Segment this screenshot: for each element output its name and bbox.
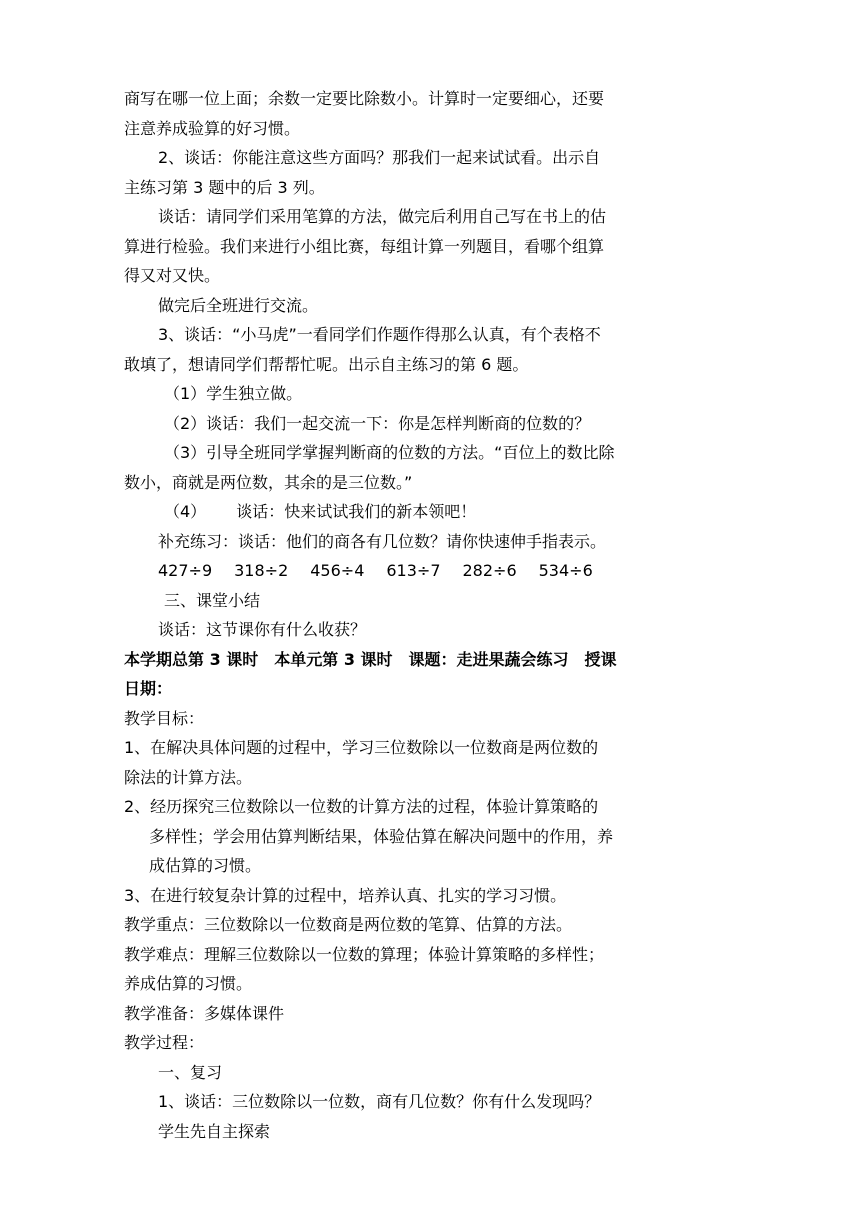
- text-line: 数小，商就是两位数，其余的是三位数。”: [124, 472, 413, 492]
- text-line: 2、谈话：你能注意这些方面吗？那我们一起来试试看。出示自: [158, 148, 601, 167]
- text-line: 3、谈话：“小马虎”一看同学们作题作得那么认真，有个表格不: [158, 325, 601, 344]
- text-line: 做完后全班进行交流。: [158, 295, 319, 315]
- text-line: 教学重点：三位数除以一位数商是两位数的笔算、估算的方法。: [124, 915, 573, 934]
- text-line: 商写在哪一位上面；余数一定要比除数小。计算时一定要细心，还要: [124, 89, 605, 108]
- text-line: 谈话：这节课你有什么收获？: [158, 620, 367, 639]
- item-number: （4）: [164, 502, 207, 521]
- text-line: 补充练习：谈话：他们的商各有几位数？请你快速伸手指表示。: [158, 531, 607, 551]
- text-line: 教学目标：: [124, 708, 205, 728]
- text-line: 除法的计算方法。: [124, 767, 253, 787]
- text-line: 教学过程：: [124, 1033, 205, 1052]
- text-line: 2、经历探究三位数除以一位数的计算方法的过程，体验计算策略的: [124, 797, 599, 816]
- exercise-item: 456÷4: [310, 561, 365, 580]
- text-line: 教学准备：多媒体课件: [124, 1003, 285, 1023]
- document-body: [124, 84, 648, 1146]
- text-line: 多样性；学会用估算判断结果，体验估算在解决问题中的作用，养: [149, 826, 614, 846]
- exercise-row: [124, 556, 648, 586]
- text-line: 注意养成验算的好习惯。: [124, 118, 301, 138]
- text-line: 谈话：请同学们采用笔算的方法，做完后利用自己写在书上的估: [158, 207, 607, 226]
- text-line: 成估算的习惯。: [149, 856, 262, 875]
- exercise-item: 427÷9: [158, 561, 213, 580]
- text-line: 学生先自主探索: [158, 1121, 271, 1141]
- text-line: 主练习第 3 题中的后 3 列。: [124, 177, 325, 197]
- text-line: 1、谈话：三位数除以一位数，商有几位数？你有什么发现吗？: [158, 1092, 601, 1111]
- exercise-item: 282÷6: [462, 561, 517, 580]
- text-line: 养成估算的习惯。: [124, 974, 253, 993]
- exercise-item: 318÷2: [234, 561, 289, 580]
- text-line: [124, 497, 648, 527]
- item-text: 谈话：快来试试我们的新本领吧！: [236, 502, 477, 521]
- section-heading: 一、复习: [158, 1062, 223, 1082]
- exercise-item: 613÷7: [386, 561, 441, 580]
- lesson-header: 日期：: [124, 679, 173, 698]
- section-heading: 三、课堂小结: [164, 590, 261, 610]
- text-line: 3、在进行较复杂计算的过程中，培养认真、扎实的学习习惯。: [124, 885, 567, 905]
- text-line: （2）谈话：我们一起交流一下：你是怎样判断商的位数的？: [164, 413, 591, 433]
- text-line: 算进行检验。我们来进行小组比赛，每组计算一列题目，看哪个组算: [124, 236, 605, 256]
- lesson-header: 本学期总第 3 课时 本单元第 3 课时 课题：走进果蔬会练习 授课: [124, 649, 617, 669]
- text-line: （1）学生独立做。: [164, 384, 303, 403]
- text-line: （3）引导全班同学掌握判断商的位数的方法。“百位上的数比除: [164, 443, 615, 462]
- text-line: 教学难点：理解三位数除以一位数的算理；体验计算策略的多样性；: [124, 944, 605, 964]
- text-line: 敢填了，想请同学们帮帮忙呢。出示自主练习的第 6 题。: [124, 354, 529, 374]
- text-line: 得又对又快。: [124, 266, 221, 285]
- exercise-item: 534÷6: [538, 561, 593, 580]
- text-line: 1、在解决具体问题的过程中，学习三位数除以一位数商是两位数的: [124, 738, 599, 757]
